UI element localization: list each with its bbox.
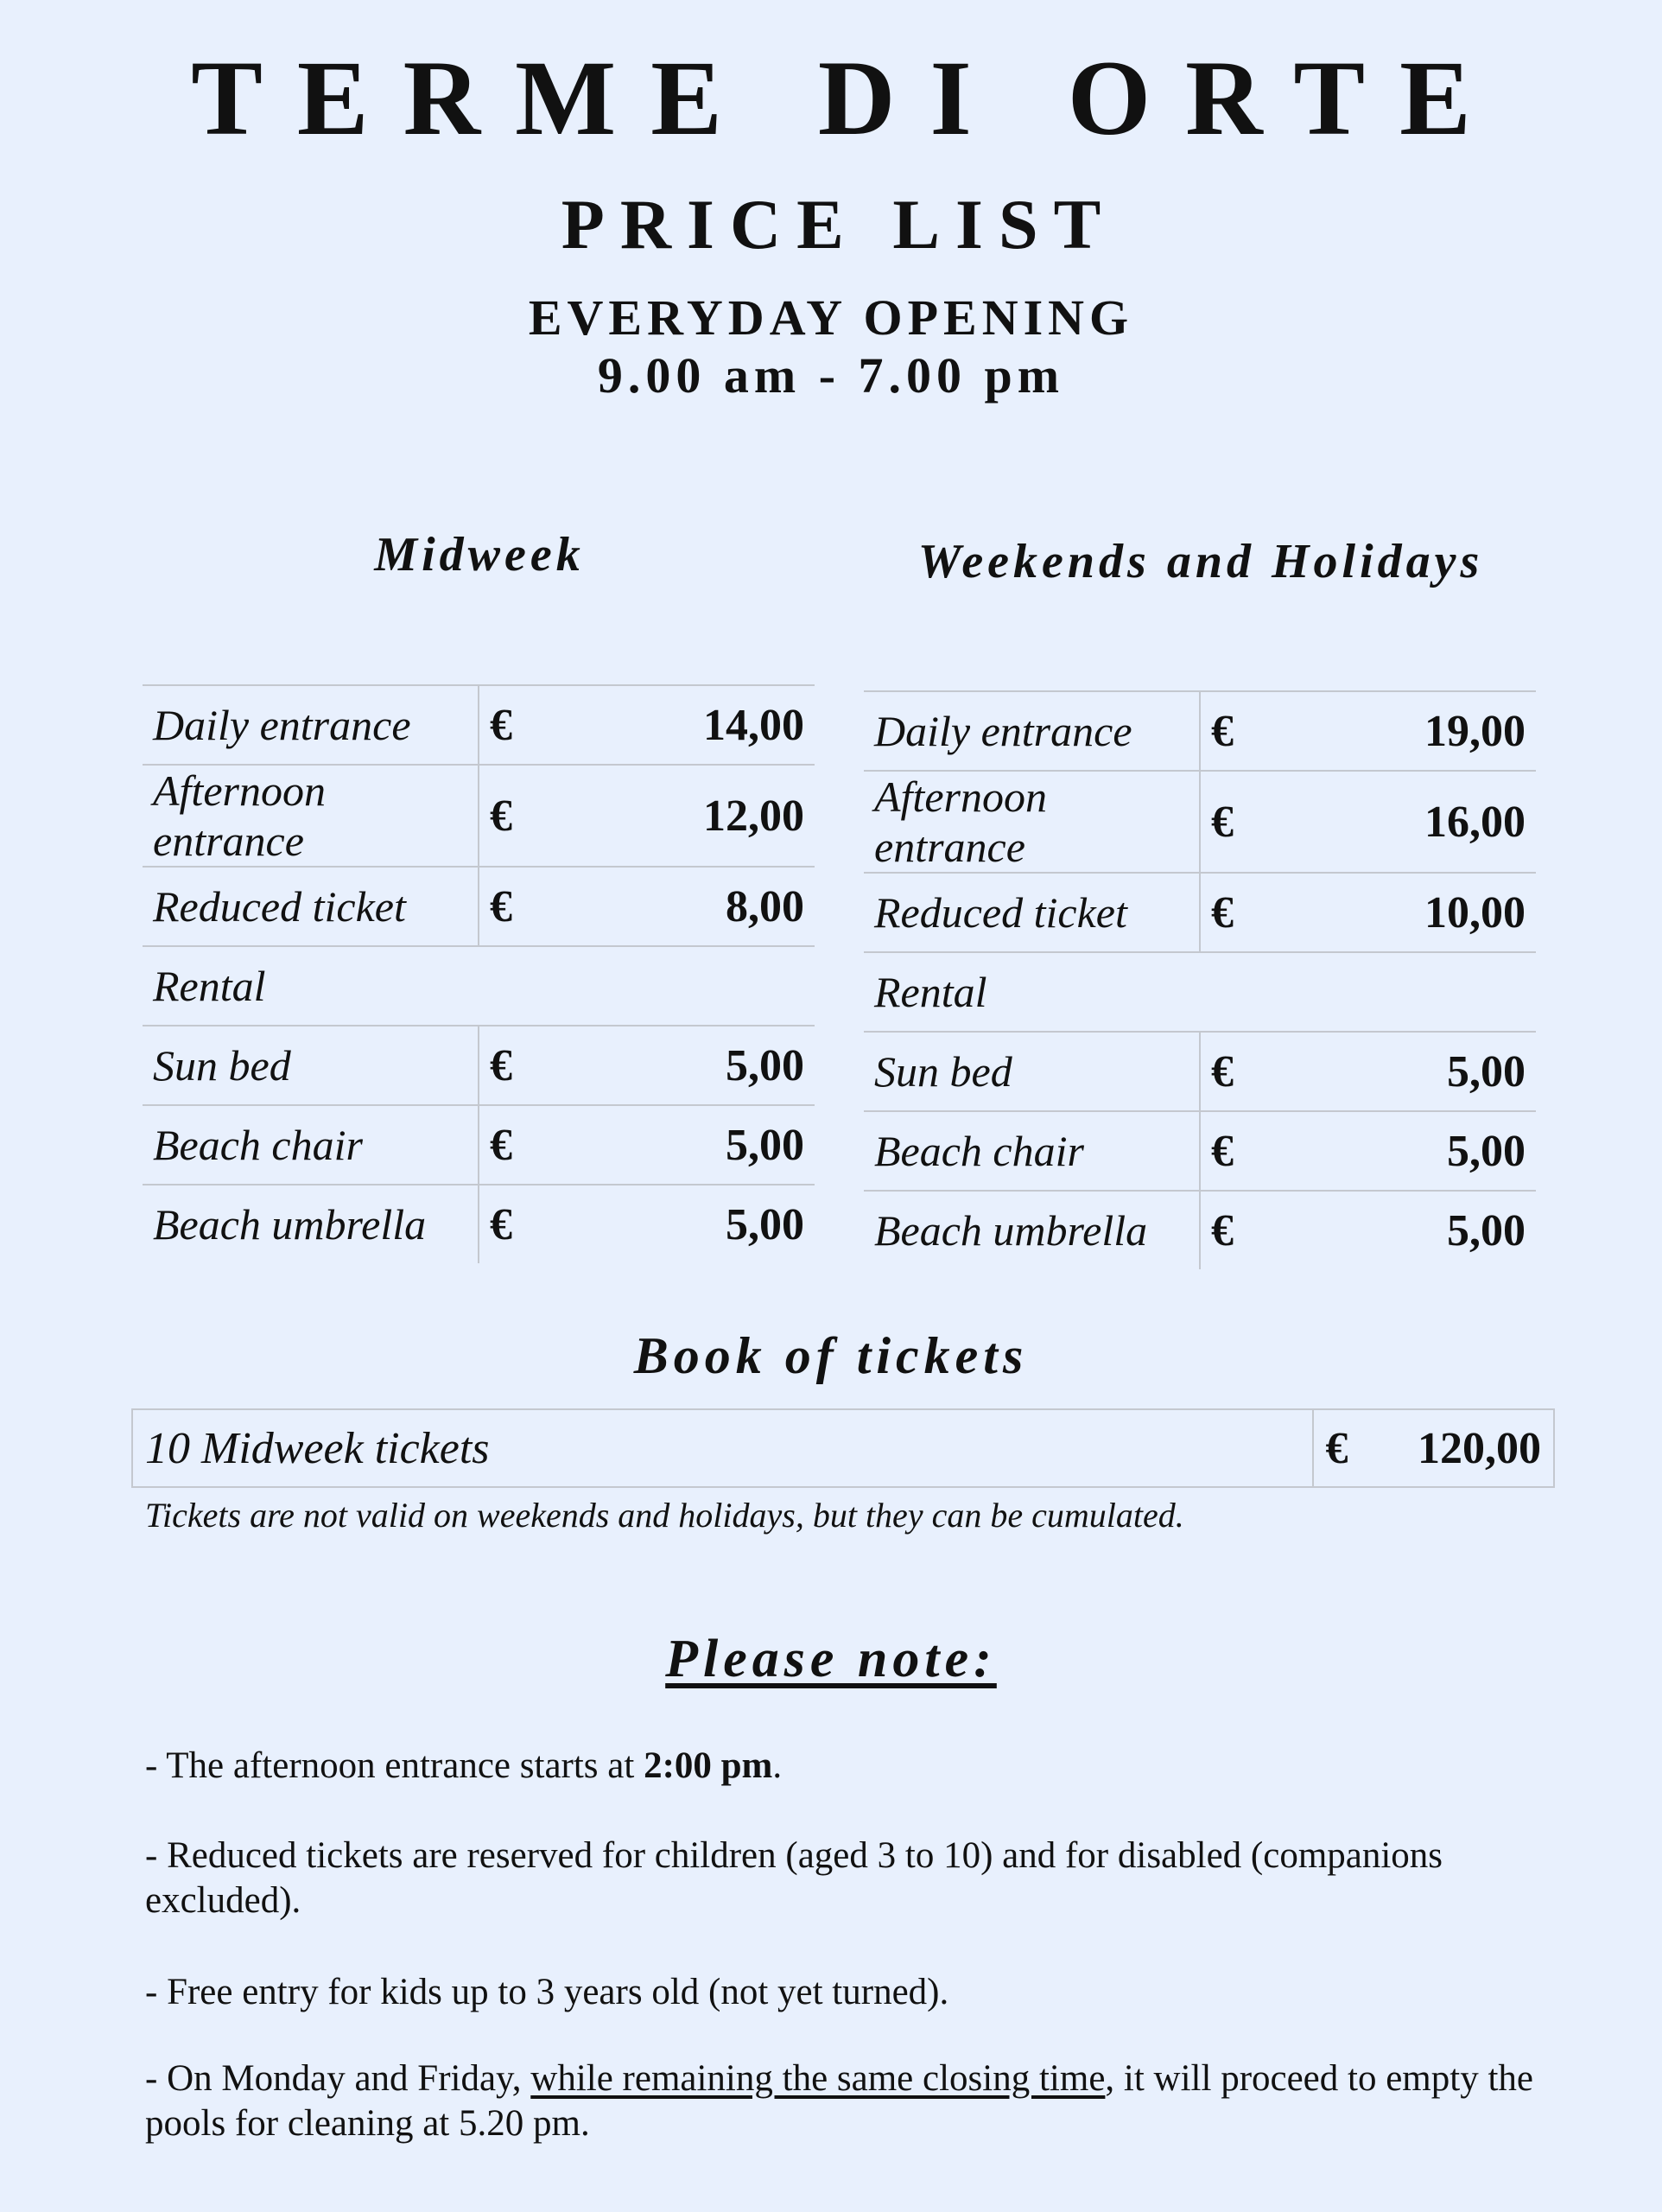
price-item: Sun bed xyxy=(143,1026,479,1105)
ticket-item: 10 Midweek tickets xyxy=(132,1409,1313,1487)
book-of-tickets-heading: Book of tickets xyxy=(633,1327,1029,1384)
book-note: Tickets are not valid on weekends and holidays, but they can be cumulated. xyxy=(145,1496,1184,1535)
section-label: Rental xyxy=(143,946,815,1026)
midweek-price-table xyxy=(143,684,815,1263)
price-value: 5,00 xyxy=(1299,1032,1536,1111)
price-value: 16,00 xyxy=(1299,771,1536,873)
price-item: Daily entrance xyxy=(143,685,479,765)
currency-symbol: € xyxy=(1200,873,1299,952)
price-value: 5,00 xyxy=(578,1026,815,1105)
price-item: Afternoon entrance xyxy=(143,765,479,867)
table-row xyxy=(864,1032,1536,1111)
note-text: . xyxy=(772,1745,783,1786)
note-afternoon xyxy=(145,1744,1545,1789)
weekend-heading: Weekends and Holidays xyxy=(917,535,1484,588)
currency-symbol: € xyxy=(1200,1191,1299,1269)
note-text: , it will proceed to empty the pools for cleaning at 5.20 pm. xyxy=(145,2058,1533,2144)
currency-symbol: € xyxy=(1200,691,1299,771)
note-text: - The afternoon entrance starts at xyxy=(145,1745,644,1786)
currency-symbol: € xyxy=(1313,1409,1405,1487)
price-value: 5,00 xyxy=(578,1105,815,1185)
currency-symbol: € xyxy=(479,1026,578,1105)
price-item: Beach chair xyxy=(143,1105,479,1185)
price-item: Beach umbrella xyxy=(143,1185,479,1263)
note-time: 2:00 pm xyxy=(644,1745,773,1786)
price-value: 5,00 xyxy=(578,1185,815,1263)
ticket-price: 120,00 xyxy=(1405,1409,1554,1487)
table-row xyxy=(864,771,1536,873)
table-row xyxy=(864,1191,1536,1269)
price-list-heading: PRICE LIST xyxy=(561,185,1117,264)
note-cleaning xyxy=(145,2056,1545,2146)
weekend-price-table xyxy=(864,690,1536,1269)
price-item: Afternoon entrance xyxy=(864,771,1200,873)
price-item: Sun bed xyxy=(864,1032,1200,1111)
table-row xyxy=(143,867,815,946)
table-row xyxy=(864,691,1536,771)
table-row xyxy=(143,1185,815,1263)
currency-symbol: € xyxy=(1200,771,1299,873)
currency-symbol: € xyxy=(1200,1111,1299,1191)
table-row xyxy=(143,685,815,765)
please-note-heading xyxy=(0,1629,1662,1690)
opening-label: EVERYDAY OPENING xyxy=(528,289,1134,346)
currency-symbol: € xyxy=(479,867,578,946)
price-value: 5,00 xyxy=(1299,1111,1536,1191)
table-row xyxy=(864,873,1536,952)
currency-symbol: € xyxy=(479,765,578,867)
midweek-heading: Midweek xyxy=(374,528,585,582)
table-row xyxy=(132,1409,1554,1487)
price-value: 5,00 xyxy=(1299,1191,1536,1269)
page-title: TERME DI ORTE xyxy=(191,39,1506,157)
section-row xyxy=(864,952,1536,1032)
price-value: 12,00 xyxy=(578,765,815,867)
price-item: Reduced ticket xyxy=(143,867,479,946)
table-row xyxy=(143,1026,815,1105)
note-free-entry: - Free entry for kids up to 3 years old (not yet turned). xyxy=(145,1972,949,2012)
please-note-text: Please note: xyxy=(665,1630,997,1688)
price-value: 19,00 xyxy=(1299,691,1536,771)
opening-hours: 9.00 am - 7.00 pm xyxy=(597,346,1065,404)
section-label: Rental xyxy=(864,952,1536,1032)
currency-symbol: € xyxy=(479,1185,578,1263)
price-item: Beach chair xyxy=(864,1111,1200,1191)
currency-symbol: € xyxy=(1200,1032,1299,1111)
currency-symbol: € xyxy=(479,685,578,765)
price-item: Beach umbrella xyxy=(864,1191,1200,1269)
price-value: 14,00 xyxy=(578,685,815,765)
price-item: Reduced ticket xyxy=(864,873,1200,952)
price-value: 8,00 xyxy=(578,867,815,946)
opening-info xyxy=(0,289,1662,404)
note-text: - On Monday and Friday, xyxy=(145,2058,531,2099)
price-value: 10,00 xyxy=(1299,873,1536,952)
currency-symbol: € xyxy=(479,1105,578,1185)
book-of-tickets-table xyxy=(131,1408,1555,1488)
section-row xyxy=(143,946,815,1026)
note-underlined: while remaining the same closing time xyxy=(530,2058,1106,2099)
table-row xyxy=(143,1105,815,1185)
note-reduced: - Reduced tickets are reserved for children (aged 3 to 10) and for disabled (companions excluded). xyxy=(145,1835,1443,1921)
table-row xyxy=(143,765,815,867)
price-item: Daily entrance xyxy=(864,691,1200,771)
table-row xyxy=(864,1111,1536,1191)
